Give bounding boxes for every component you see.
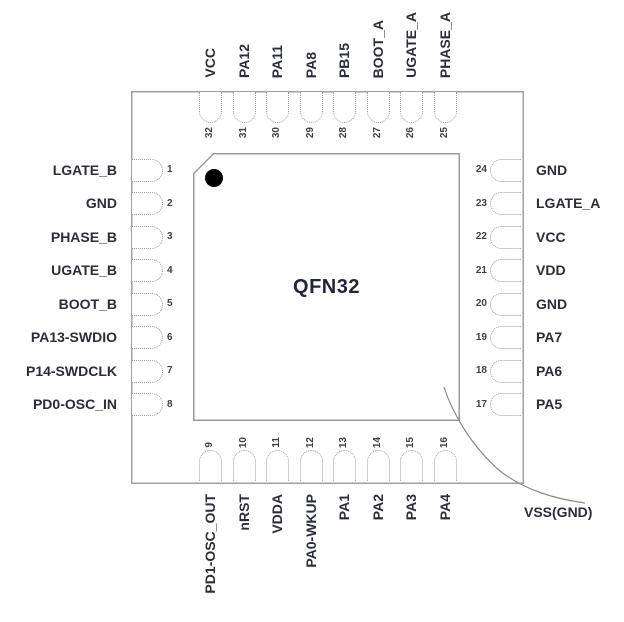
pin-32-label: VCC <box>202 48 218 78</box>
pin-5-label: BOOT_B <box>58 295 117 312</box>
pin-31-number: 31 <box>237 127 249 139</box>
pin-14-pad <box>367 450 390 481</box>
pin-8-number: 8 <box>167 398 173 410</box>
pin-7-number: 7 <box>167 365 173 376</box>
pin-6-number: 6 <box>167 331 173 343</box>
pin-29-number: 29 <box>304 127 316 139</box>
pin-10-pad <box>233 450 256 481</box>
pin-18-number: 18 <box>475 365 487 376</box>
pin-32-pad <box>199 92 222 123</box>
pin-26-number: 26 <box>405 127 416 139</box>
pin-17-number: 17 <box>475 398 487 410</box>
pin-16-label: PA4 <box>436 494 453 521</box>
pin-2-label: GND <box>85 195 117 211</box>
pin-14-label: PA2 <box>369 494 386 521</box>
pin-31-pad <box>233 92 256 123</box>
pin-17-label: PA5 <box>536 396 563 412</box>
pin-22-pad <box>490 226 521 249</box>
pin-29-pad <box>300 92 323 123</box>
pin-21-pad <box>490 259 521 282</box>
pin-22-label: VCC <box>536 228 566 245</box>
pin-11-label: VDDA <box>269 494 285 534</box>
pin-18-label: PA6 <box>536 362 563 379</box>
pin-28-pad <box>333 92 356 123</box>
pin-18-pad <box>490 360 521 383</box>
pin-30-number: 30 <box>271 127 282 139</box>
pin-2-pad <box>132 192 163 215</box>
pin-6-label: PA13-SWDIO <box>30 329 117 345</box>
pin-19-number: 19 <box>475 331 487 343</box>
pin-23-pad <box>490 192 521 215</box>
pin-9-label: PD1-OSC_OUT <box>202 494 218 594</box>
pin-23-number: 23 <box>475 197 487 209</box>
pin-23-label: LGATE_A <box>536 195 601 211</box>
pin-6-pad <box>132 326 163 349</box>
pin-21-number: 21 <box>475 264 487 276</box>
pin-27-label: BOOT_A <box>369 19 386 78</box>
pin-20-label: GND <box>536 295 568 312</box>
pin-27-number: 27 <box>371 127 383 139</box>
pin-27-pad <box>367 92 390 123</box>
pin-32-number: 32 <box>204 127 215 139</box>
pin-2-number: 2 <box>167 197 173 209</box>
pin-19-label: PA7 <box>536 329 563 345</box>
pin-14-number: 14 <box>371 436 383 448</box>
pin-1-number: 1 <box>167 164 173 175</box>
pin-11-number: 11 <box>271 437 282 448</box>
pin-30-label: PA11 <box>269 44 285 78</box>
pin-13-label: PA1 <box>336 494 352 521</box>
pin-16-number: 16 <box>438 436 450 448</box>
vss-gnd-label: VSS(GND) <box>524 504 593 520</box>
pin-25-label: PHASE_A <box>436 11 453 78</box>
pin-12-number: 12 <box>304 436 316 448</box>
pin-15-pad <box>400 450 423 481</box>
pin-3-label: PHASE_B <box>50 228 117 245</box>
pin-20-pad <box>490 293 521 316</box>
pin-20-number: 20 <box>475 298 487 309</box>
pin-11-pad <box>266 450 289 481</box>
pin-1-label: LGATE_B <box>52 161 117 178</box>
pin-3-pad <box>132 226 163 249</box>
pin-15-number: 15 <box>405 436 416 448</box>
pin-22-number: 22 <box>475 231 487 242</box>
pin-1-pad <box>132 159 163 182</box>
pin-5-pad <box>132 293 163 316</box>
pin-4-pad <box>132 259 163 282</box>
pin-7-pad <box>132 360 163 383</box>
pin-26-label: UGATE_A <box>403 12 419 78</box>
package-name-label: QFN32 <box>293 275 360 298</box>
pin-24-label: GND <box>536 161 568 178</box>
pin-28-number: 28 <box>338 127 349 139</box>
pin-17-pad <box>490 393 521 416</box>
pin-12-pad <box>300 450 323 481</box>
pin-3-number: 3 <box>167 231 173 242</box>
pin-29-label: PA8 <box>302 51 319 78</box>
pin-5-number: 5 <box>167 298 173 309</box>
pin-24-pad <box>490 159 521 182</box>
pin-8-label: PD0-OSC_IN <box>32 396 117 412</box>
pin-13-pad <box>333 450 356 481</box>
pin-25-pad <box>434 92 457 123</box>
pin-26-pad <box>400 92 423 123</box>
pin-10-label: nRST <box>235 494 252 531</box>
pin-10-number: 10 <box>237 436 249 448</box>
pin-9-pad <box>199 450 222 481</box>
pin-24-number: 24 <box>475 164 487 175</box>
pin-30-pad <box>266 92 289 123</box>
pin-15-label: PA3 <box>403 494 419 521</box>
pin-19-pad <box>490 326 521 349</box>
pin-16-pad <box>434 450 457 481</box>
pin-9-number: 9 <box>204 442 215 448</box>
pin-28-label: PB15 <box>336 42 352 78</box>
pin-21-label: VDD <box>536 262 566 278</box>
pin-7-label: P14-SWDCLK <box>25 362 117 379</box>
pin-12-label: PA0-WKUP <box>302 494 319 568</box>
pin-31-label: PA12 <box>235 44 252 78</box>
pin-25-number: 25 <box>438 127 450 139</box>
pin-4-number: 4 <box>167 264 173 276</box>
pin-13-number: 13 <box>338 436 349 448</box>
pin-4-label: UGATE_B <box>51 262 117 278</box>
pin-8-pad <box>132 393 163 416</box>
